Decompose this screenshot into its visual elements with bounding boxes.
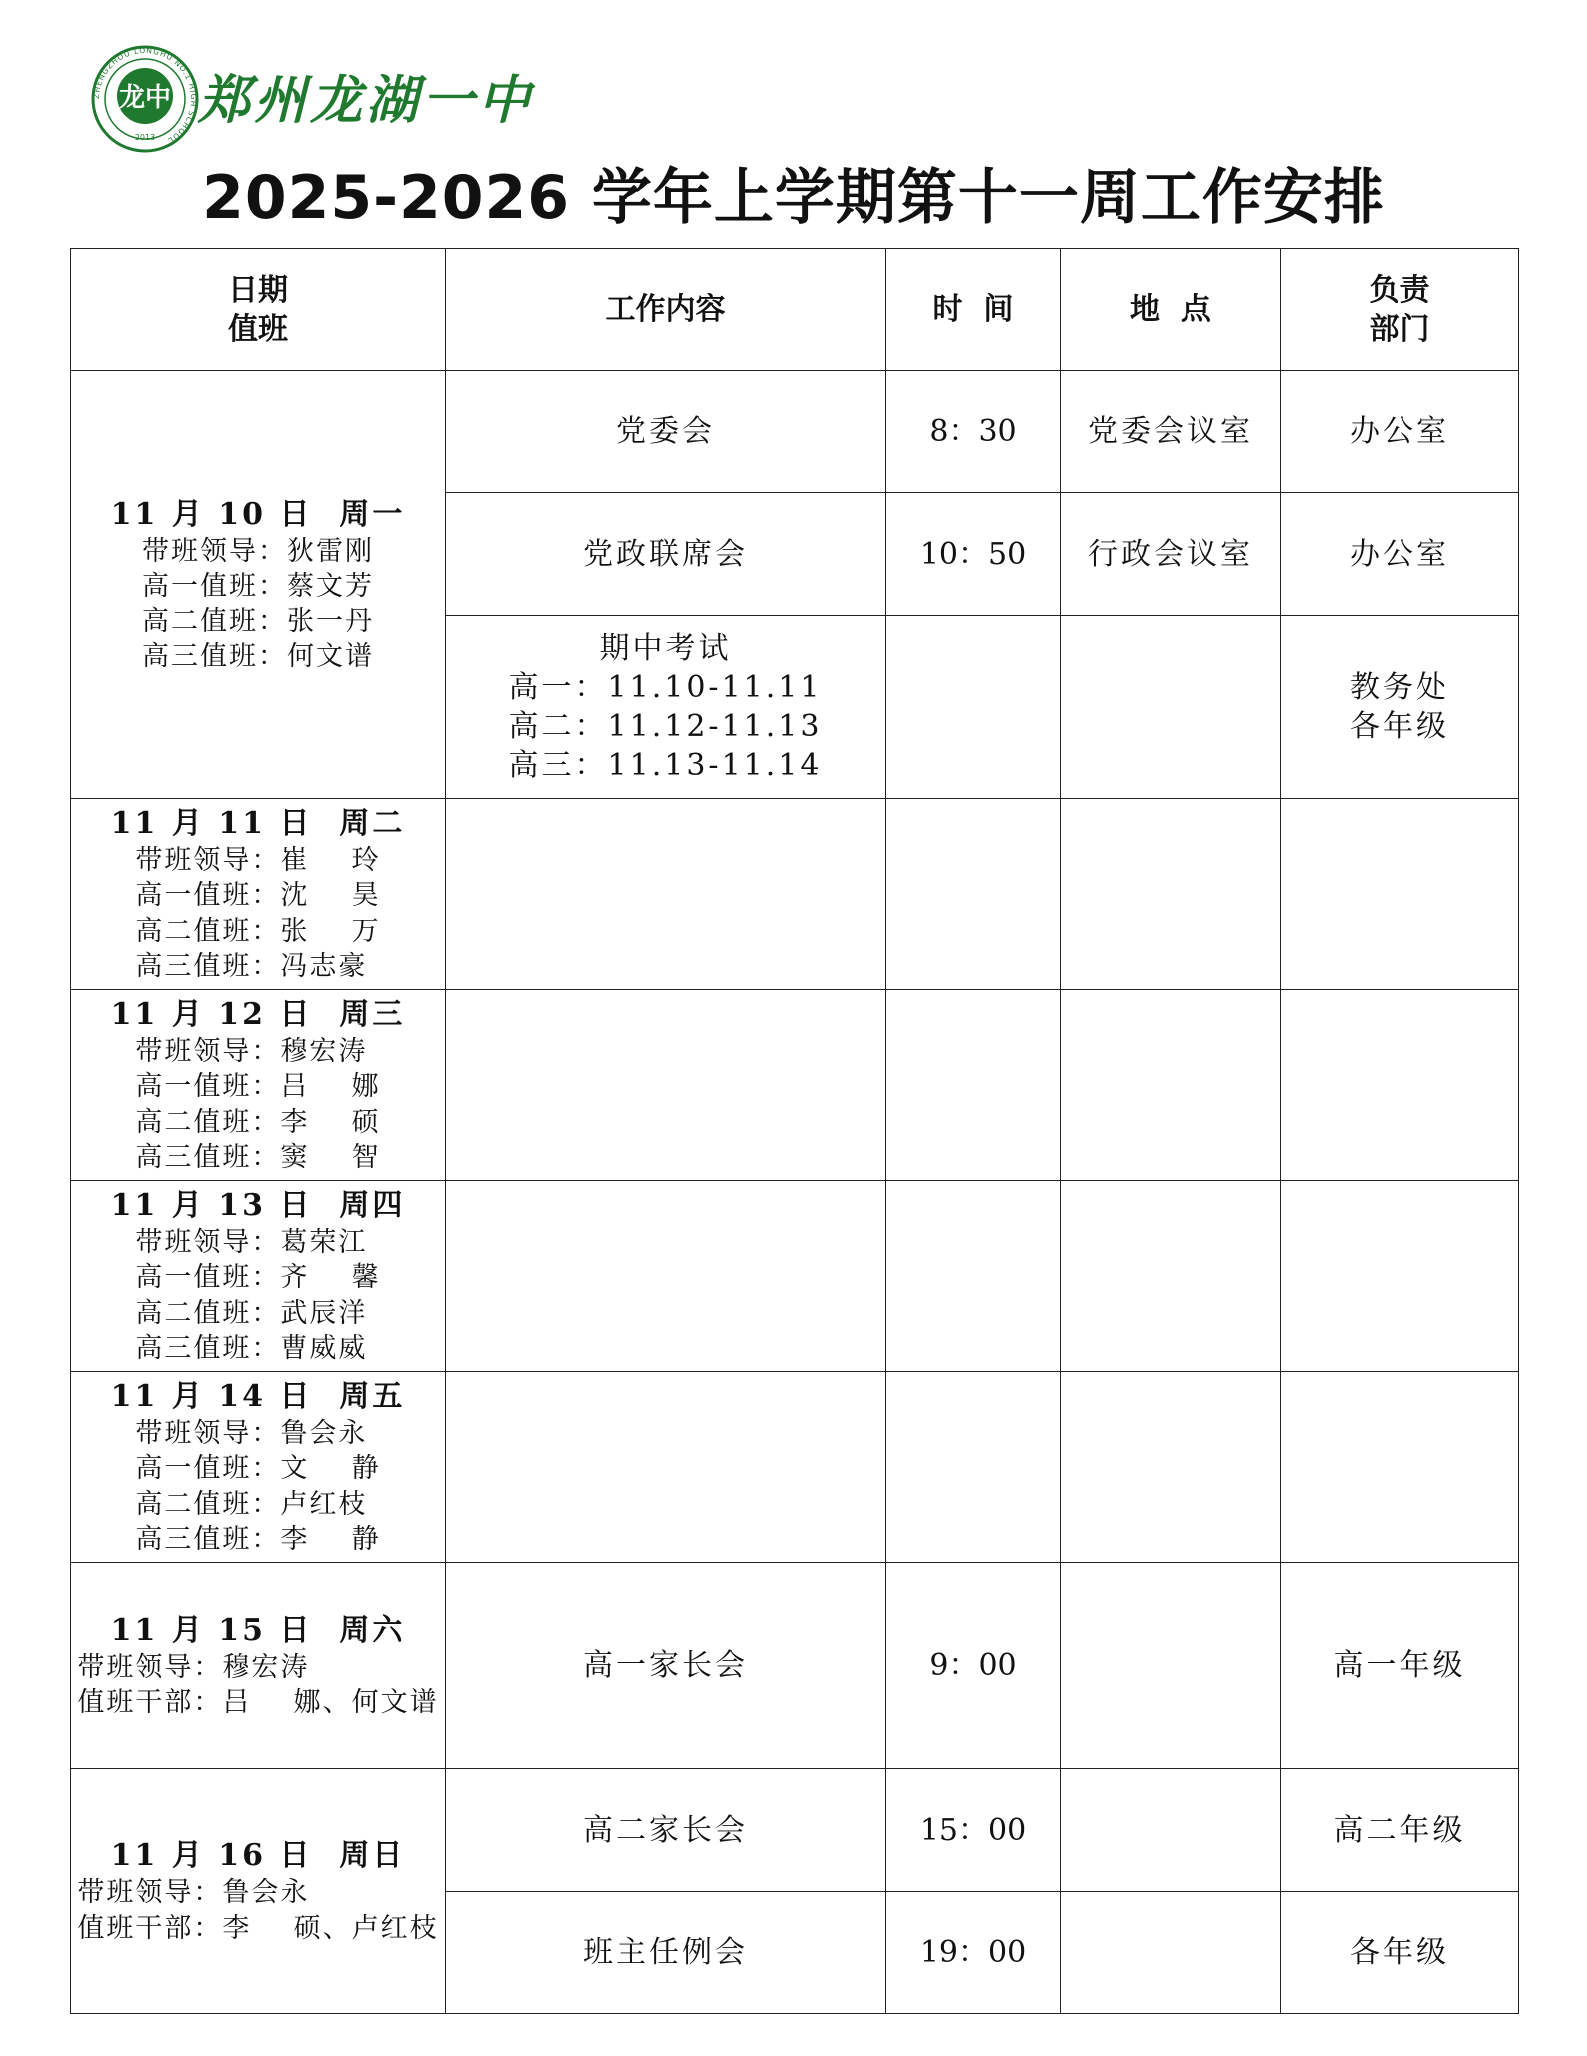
day-date: 11 月 11 日 周二 bbox=[110, 806, 406, 842]
event-time bbox=[886, 616, 1061, 799]
day-cell-fri bbox=[71, 1372, 446, 1563]
duty-line: 高二值班：卢红枝 bbox=[135, 1488, 368, 1520]
event-content-exam bbox=[446, 616, 886, 799]
logo-year: 2013 bbox=[134, 133, 156, 142]
event-dept bbox=[1281, 1181, 1519, 1372]
event-content bbox=[446, 799, 886, 990]
event-place bbox=[1061, 1181, 1281, 1372]
event-time bbox=[886, 990, 1061, 1181]
event-time bbox=[886, 1181, 1061, 1372]
event-time: 19：00 bbox=[886, 1892, 1061, 2014]
event-dept bbox=[1281, 616, 1519, 799]
event-place: 党委会议室 bbox=[1061, 371, 1281, 493]
day-date: 11 月 15 日 周六 bbox=[110, 1612, 406, 1648]
duty-line: 带班领导：穆宏涛 bbox=[135, 1036, 368, 1068]
duty-line: 高一值班：沈 昊 bbox=[135, 880, 381, 912]
table-row bbox=[71, 1372, 1519, 1563]
header-place: 地 点 bbox=[1061, 249, 1281, 371]
event-place bbox=[1061, 990, 1281, 1181]
exam-title: 期中考试 bbox=[599, 631, 732, 666]
table-row bbox=[71, 1563, 1519, 1769]
event-content: 党委会 bbox=[446, 371, 886, 493]
school-name: 郑州龙湖一中 bbox=[198, 71, 535, 131]
day-date: 11 月 14 日 周五 bbox=[110, 1379, 406, 1415]
event-dept bbox=[1281, 1372, 1519, 1563]
duty-list bbox=[135, 1034, 380, 1174]
logo-ring-text: ZHENGZHOU LONGHU NO.1 HIGH SCHOOL bbox=[91, 45, 199, 146]
header-dept-label-2: 部门 bbox=[1369, 311, 1430, 347]
duty-line: 带班领导：穆宏涛 bbox=[77, 1651, 310, 1683]
schedule-table bbox=[70, 248, 1519, 2014]
duty-line: 高二值班：李 硕 bbox=[135, 1106, 381, 1138]
event-place: 行政会议室 bbox=[1061, 493, 1281, 616]
day-date: 11 月 12 日 周三 bbox=[110, 997, 406, 1033]
day-date: 11 月 10 日 周一 bbox=[110, 496, 406, 532]
table-header-row bbox=[71, 249, 1519, 371]
event-time bbox=[886, 1372, 1061, 1563]
event-place bbox=[1061, 799, 1281, 990]
duty-line: 带班领导：鲁会永 bbox=[77, 1877, 310, 1909]
table-row bbox=[71, 371, 1519, 493]
event-dept bbox=[1281, 990, 1519, 1181]
header-duty-label: 值班 bbox=[228, 311, 288, 347]
duty-line: 高二值班：张一丹 bbox=[142, 606, 374, 637]
duty-line: 值班干部：吕 娜、何文谱 bbox=[77, 1687, 439, 1718]
duty-line: 带班领导：狄雷刚 bbox=[142, 535, 374, 567]
event-time bbox=[886, 799, 1061, 990]
exam-line: 高二：11.12-11.13 bbox=[508, 709, 823, 744]
event-place bbox=[1061, 616, 1281, 799]
duty-line: 高三值班：冯志豪 bbox=[135, 950, 368, 982]
event-content: 党政联席会 bbox=[446, 493, 886, 616]
exam-line: 高三：11.13-11.14 bbox=[508, 748, 823, 783]
day-date: 11 月 16 日 周日 bbox=[110, 1838, 406, 1874]
duty-list bbox=[77, 1650, 438, 1720]
event-content bbox=[446, 1372, 886, 1563]
day-cell-mon bbox=[71, 371, 446, 799]
exam-line: 高一：11.10-11.11 bbox=[508, 670, 823, 705]
header-dept bbox=[1281, 249, 1519, 371]
table-row bbox=[71, 799, 1519, 990]
duty-line: 高一值班：吕 娜 bbox=[135, 1071, 381, 1103]
page-title: 2025-2026 学年上学期第十一周工作安排 bbox=[202, 163, 1385, 233]
event-dept: 办公室 bbox=[1281, 371, 1519, 493]
dept-line: 教务处 bbox=[1350, 670, 1449, 705]
duty-list bbox=[135, 1225, 380, 1365]
table-row bbox=[71, 990, 1519, 1181]
table-row bbox=[71, 1769, 1519, 1892]
day-cell-tue bbox=[71, 799, 446, 990]
event-dept bbox=[1281, 799, 1519, 990]
duty-list bbox=[77, 1875, 438, 1945]
event-content: 班主任例会 bbox=[446, 1892, 886, 2014]
event-content: 高一家长会 bbox=[446, 1563, 886, 1769]
duty-line: 带班领导：鲁会永 bbox=[135, 1418, 368, 1450]
event-place bbox=[1061, 1892, 1281, 2014]
event-time: 10：50 bbox=[886, 493, 1061, 616]
duty-line: 带班领导：葛荣江 bbox=[135, 1227, 368, 1259]
duty-line: 高一值班：蔡文芳 bbox=[142, 570, 374, 602]
header-date-label: 日期 bbox=[228, 272, 288, 308]
duty-line: 高一值班：齐 馨 bbox=[135, 1262, 381, 1294]
event-time: 15：00 bbox=[886, 1769, 1061, 1892]
duty-line: 带班领导：崔 玲 bbox=[135, 845, 381, 877]
logo-center-text: 龙中 bbox=[118, 83, 172, 113]
day-cell-sun bbox=[71, 1769, 446, 2014]
day-cell-thu bbox=[71, 1181, 446, 1372]
duty-line: 高二值班：武辰洋 bbox=[135, 1297, 368, 1329]
event-content bbox=[446, 990, 886, 1181]
dept-line: 各年级 bbox=[1350, 709, 1449, 744]
duty-list bbox=[135, 1416, 380, 1556]
event-place bbox=[1061, 1769, 1281, 1892]
event-time: 9：00 bbox=[886, 1563, 1061, 1769]
duty-line: 高二值班：张 万 bbox=[135, 915, 381, 947]
event-place bbox=[1061, 1372, 1281, 1563]
header-date-duty bbox=[71, 249, 446, 371]
duty-line: 高三值班：窦 智 bbox=[135, 1141, 381, 1173]
duty-list bbox=[135, 843, 380, 983]
header-dept-label-1: 负责 bbox=[1369, 272, 1430, 308]
duty-line: 高三值班：李 静 bbox=[135, 1523, 381, 1555]
duty-list bbox=[142, 534, 374, 674]
event-time: 8：30 bbox=[886, 371, 1061, 493]
table-row bbox=[71, 1181, 1519, 1372]
event-place bbox=[1061, 1563, 1281, 1769]
event-dept: 办公室 bbox=[1281, 493, 1519, 616]
event-dept: 高一年级 bbox=[1281, 1563, 1519, 1769]
duty-line: 值班干部：李 硕、卢红枝 bbox=[77, 1912, 439, 1944]
duty-line: 高三值班：曹威威 bbox=[135, 1332, 368, 1364]
duty-line: 高三值班：何文谱 bbox=[142, 641, 374, 673]
event-dept: 高二年级 bbox=[1281, 1769, 1519, 1892]
event-dept: 各年级 bbox=[1281, 1892, 1519, 2014]
day-cell-sat bbox=[71, 1563, 446, 1769]
day-date: 11 月 13 日 周四 bbox=[110, 1188, 406, 1224]
header-content: 工作内容 bbox=[446, 249, 886, 371]
header-time: 时 间 bbox=[886, 249, 1061, 371]
event-content: 高二家长会 bbox=[446, 1769, 886, 1892]
day-cell-wed bbox=[71, 990, 446, 1181]
duty-line: 高一值班：文 静 bbox=[135, 1453, 381, 1485]
event-content bbox=[446, 1181, 886, 1372]
school-logo bbox=[90, 44, 200, 154]
